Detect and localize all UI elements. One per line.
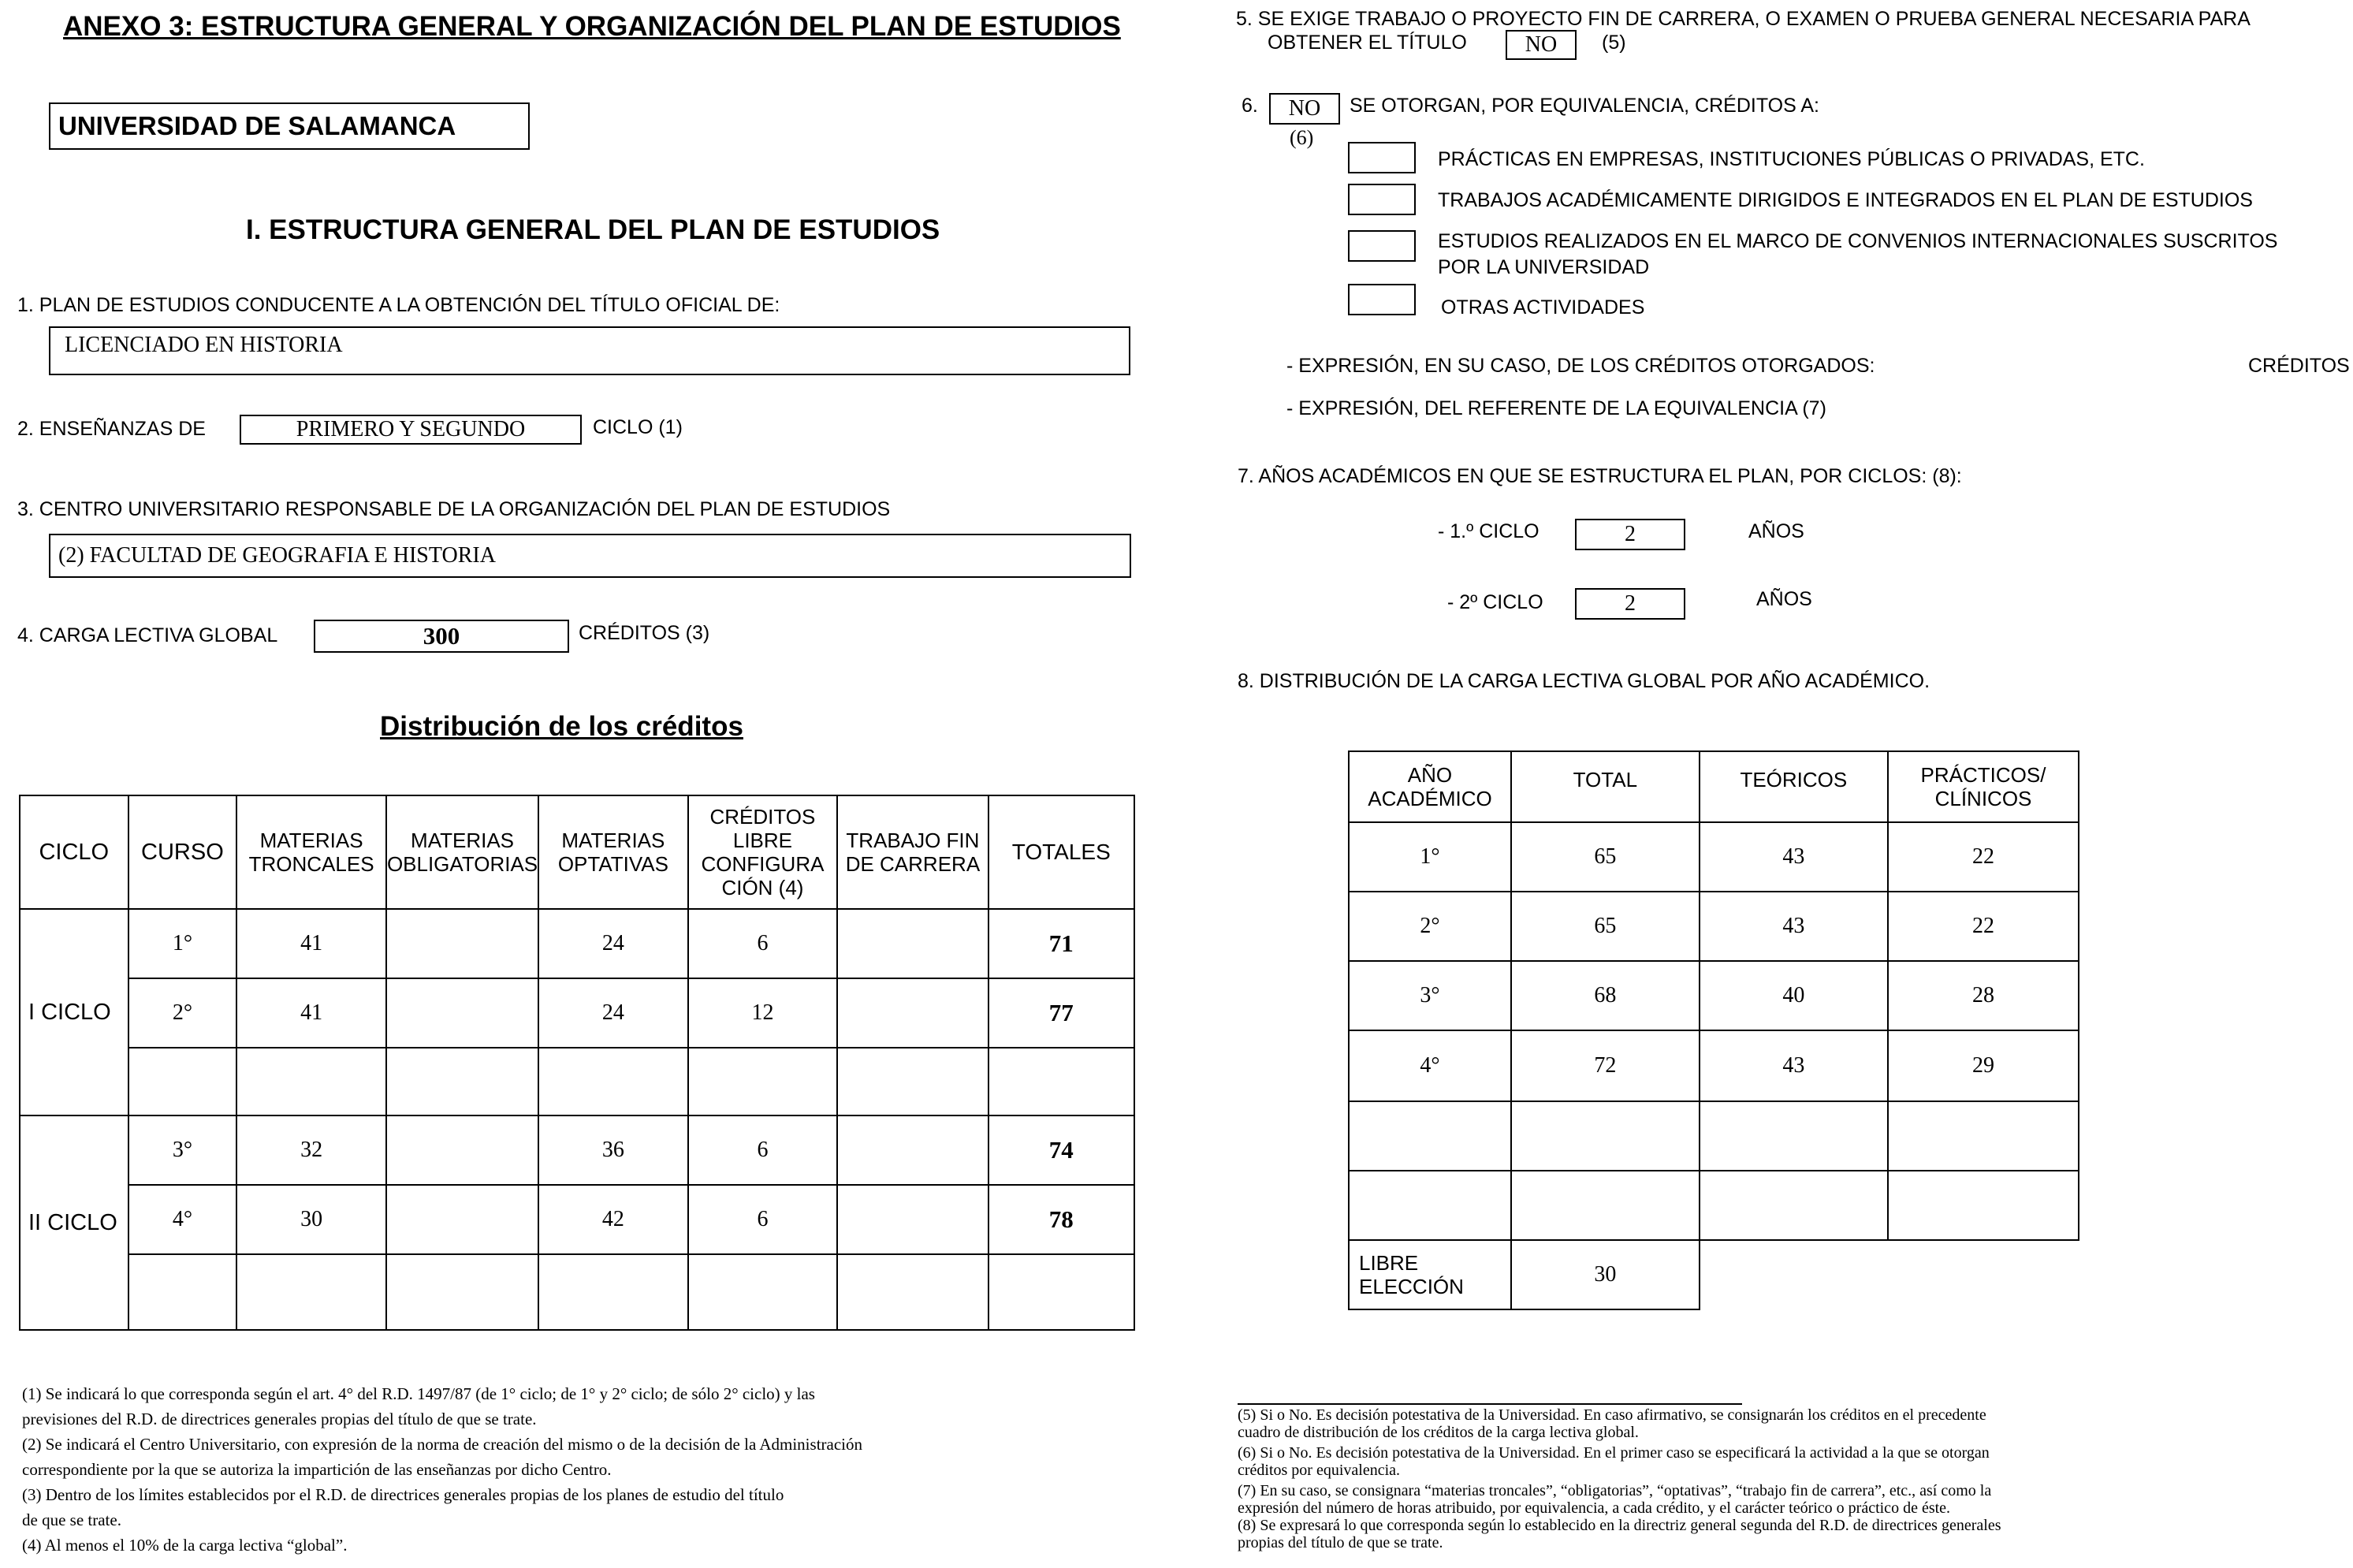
option-checkbox xyxy=(1348,230,1416,262)
cell-troncales: 32 xyxy=(236,1115,386,1185)
cycle2-unit: AÑOS xyxy=(1756,588,1812,610)
table-row xyxy=(1349,961,2079,1030)
cell-practical: 22 xyxy=(1888,892,2079,961)
university-name-box xyxy=(49,102,530,150)
teaching-cycles-field xyxy=(240,415,582,445)
footnote-separator xyxy=(1238,1403,1742,1405)
expression-reference: - EXPRESIÓN, DEL REFERENTE DE LA EQUIVALENCIA (7) xyxy=(1286,397,1826,419)
cell-total: 77 xyxy=(988,978,1134,1048)
credits-distribution-table xyxy=(19,795,1135,1331)
option-checkbox xyxy=(1348,142,1416,173)
header-trabajo-fin: TRABAJO FIN DE CARRERA xyxy=(837,795,988,909)
footnote-line: (4) Al menos el 10% de la carga lectiva “global”. xyxy=(22,1536,348,1555)
cell-theoretical: 40 xyxy=(1700,961,1888,1030)
table-row xyxy=(1349,822,2079,892)
academic-year-table xyxy=(1348,750,2079,1310)
cycle1-years-field xyxy=(1575,519,1685,550)
final-project-value: NO xyxy=(1525,32,1558,57)
equivalence-field xyxy=(1269,93,1340,125)
footnote-line: previsiones del R.D. de directrices generales propias del título de que se trate. xyxy=(22,1410,537,1428)
footnote-line: (1) Se indicará lo que corresponda según el art. 4° del R.D. 1497/87 (de 1° ciclo; de 1° y 2° ciclo; de sólo 2° ciclo) y las xyxy=(22,1384,815,1403)
cell-troncales: 41 xyxy=(236,978,386,1048)
header-ciclo: CICLO xyxy=(20,795,128,909)
distribution-title: Distribución de los créditos xyxy=(380,711,743,742)
cell-year: 3° xyxy=(1349,961,1511,1030)
cycle2-years-field xyxy=(1575,588,1685,620)
cycle1-label: - 1.º CICLO xyxy=(1438,520,1540,542)
cell-optativas: 24 xyxy=(538,909,687,978)
free-choice-row xyxy=(1349,1240,2079,1309)
table-row xyxy=(20,978,1134,1048)
cell-trabajo xyxy=(837,909,988,978)
table-row xyxy=(20,1185,1134,1254)
item2-label: 2. ENSEÑANZAS DE xyxy=(17,418,206,440)
free-choice-label: LIBRE ELECCIÓN xyxy=(1349,1240,1511,1309)
final-project-field xyxy=(1506,30,1577,60)
global-load-field xyxy=(314,620,569,653)
cell-year: 1° xyxy=(1349,822,1511,892)
header-year: AÑO ACADÉMICO xyxy=(1349,751,1511,822)
cell-curso: 3° xyxy=(128,1115,237,1185)
cycle2-years-value: 2 xyxy=(1625,591,1636,616)
title-value: LICENCIADO EN HISTORIA xyxy=(65,333,343,357)
option-checkbox xyxy=(1348,284,1416,315)
header-troncales: MATERIAS TRONCALES xyxy=(236,795,386,909)
cell-libre: 6 xyxy=(688,909,838,978)
cell-curso: 4° xyxy=(128,1185,237,1254)
table-row xyxy=(20,1254,1134,1330)
cycle2-label: - 2º CICLO xyxy=(1447,591,1543,613)
table-row xyxy=(20,909,1134,978)
footnote-line: de que se trate. xyxy=(22,1510,121,1529)
option-label: OTRAS ACTIVIDADES xyxy=(1441,296,1645,318)
table-row xyxy=(20,1115,1134,1185)
cycle1-unit: AÑOS xyxy=(1748,520,1804,542)
cell-libre: 12 xyxy=(688,978,838,1048)
cell-obligatorias xyxy=(386,978,538,1048)
header-libre-configuracion: CRÉDITOS LIBRE CONFIGURA CIÓN (4) xyxy=(688,795,838,909)
item8-label: 8. DISTRIBUCIÓN DE LA CARGA LECTIVA GLOBAL POR AÑO ACADÉMICO. xyxy=(1238,670,1930,692)
cell-theoretical: 43 xyxy=(1700,822,1888,892)
cell-total: 72 xyxy=(1511,1030,1700,1101)
expression-credits-unit: CRÉDITOS xyxy=(2248,355,2350,377)
header-practical: PRÁCTICOS/ CLÍNICOS xyxy=(1888,751,2079,822)
item3-label: 3. CENTRO UNIVERSITARIO RESPONSABLE DE LA ORGANIZACIÓN DEL PLAN DE ESTUDIOS xyxy=(17,498,891,520)
item4-label: 4. CARGA LECTIVA GLOBAL xyxy=(17,624,278,646)
item7-label: 7. AÑOS ACADÉMICOS EN QUE SE ESTRUCTURA EL PLAN, POR CICLOS: (8): xyxy=(1238,465,1962,487)
university-name: UNIVERSIDAD DE SALAMANCA xyxy=(58,111,456,140)
footnote-line: (5) Si o No. Es decisión potestativa de la Universidad. En caso afirmativo, se consignarán los créditos en el precedente xyxy=(1238,1406,1986,1424)
cell-year: 4° xyxy=(1349,1030,1511,1101)
footnote-line: (3) Dentro de los límites establecidos por el R.D. de directrices generales propias de los planes de estudio del título xyxy=(22,1485,784,1504)
section-title: I. ESTRUCTURA GENERAL DEL PLAN DE ESTUDIOS xyxy=(246,214,940,245)
cell-theoretical: 43 xyxy=(1700,1030,1888,1101)
global-load-value: 300 xyxy=(423,622,460,650)
footnote-line: (7) En su caso, se consignara “materias troncales”, “obligatorias”, “optativas”, “trabajo fin de carrera”, etc., así como la xyxy=(1238,1482,1992,1499)
option-checkbox xyxy=(1348,184,1416,215)
title-field xyxy=(49,326,1130,375)
item6-label: SE OTORGAN, POR EQUIVALENCIA, CRÉDITOS A: xyxy=(1350,95,1819,117)
cell-total: 71 xyxy=(988,909,1134,978)
right-footnotes xyxy=(1238,1406,2001,1551)
header-totales: TOTALES xyxy=(988,795,1134,909)
header-optativas: MATERIAS OPTATIVAS xyxy=(538,795,687,909)
item2-suffix: CICLO (1) xyxy=(593,416,683,438)
item5-line1: 5. SE EXIGE TRABAJO O PROYECTO FIN DE CARRERA, O EXAMEN O PRUEBA GENERAL NECESARIA PARA xyxy=(1236,8,2251,30)
cell-trabajo xyxy=(837,1115,988,1185)
cell-optativas: 42 xyxy=(538,1185,687,1254)
table-row xyxy=(1349,1030,2079,1101)
header-obligatorias: MATERIAS OBLIGATORIAS xyxy=(386,795,538,909)
cell-obligatorias xyxy=(386,1115,538,1185)
option-label: ESTUDIOS REALIZADOS EN EL MARCO DE CONVENIOS INTERNACIONALES SUSCRITOS xyxy=(1438,230,2278,252)
cell-troncales: 30 xyxy=(236,1185,386,1254)
cell-troncales: 41 xyxy=(236,909,386,978)
cell-total: 74 xyxy=(988,1115,1134,1185)
left-footnotes xyxy=(22,1384,862,1561)
cell-trabajo xyxy=(837,978,988,1048)
cell-total: 65 xyxy=(1511,892,1700,961)
option-label: POR LA UNIVERSIDAD xyxy=(1438,256,1650,278)
footnote-line: créditos por equivalencia. xyxy=(1238,1462,1401,1479)
cell-theoretical: 43 xyxy=(1700,892,1888,961)
cell-curso: 1° xyxy=(128,909,237,978)
header-theoretical: TEÓRICOS xyxy=(1700,751,1888,822)
option-label: PRÁCTICAS EN EMPRESAS, INSTITUCIONES PÚBLICAS O PRIVADAS, ETC. xyxy=(1438,148,2145,170)
item6-note: (6) xyxy=(1290,126,1314,149)
cell-practical: 28 xyxy=(1888,961,2079,1030)
expression-credits: - EXPRESIÓN, EN SU CASO, DE LOS CRÉDITOS OTORGADOS: xyxy=(1286,355,1875,377)
center-field xyxy=(49,534,1131,578)
cell-total: 65 xyxy=(1511,822,1700,892)
cycle1-years-value: 2 xyxy=(1625,522,1636,546)
cycle-2-label: II CICLO xyxy=(20,1115,128,1330)
footnote-line: propias del título de que se trate. xyxy=(1238,1534,1443,1551)
cell-optativas: 36 xyxy=(538,1115,687,1185)
table-row xyxy=(1349,1101,2079,1171)
table-row xyxy=(20,1048,1134,1115)
cell-practical: 22 xyxy=(1888,822,2079,892)
cell-total: 78 xyxy=(988,1185,1134,1254)
free-choice-value: 30 xyxy=(1511,1240,1700,1309)
item6-number: 6. xyxy=(1242,95,1258,117)
cell-trabajo xyxy=(837,1185,988,1254)
cell-total: 68 xyxy=(1511,961,1700,1030)
item5-note: (5) xyxy=(1602,32,1626,54)
footnote-line: (6) Si o No. Es decisión potestativa de la Universidad. En el primer caso se especificará la actividad a la que se otorgan xyxy=(1238,1444,1990,1462)
header-curso: CURSO xyxy=(128,795,237,909)
teaching-cycles-value: PRIMERO Y SEGUNDO xyxy=(296,417,526,441)
footnote-line: cuadro de distribución de los créditos de la carga lectiva global. xyxy=(1238,1424,1639,1441)
item4-suffix: CRÉDITOS (3) xyxy=(579,622,710,644)
cell-practical: 29 xyxy=(1888,1030,2079,1101)
header-total: TOTAL xyxy=(1511,751,1700,822)
footnote-line: expresión del número de horas atribuido, por equivalencia, a cada crédito, y el carácter teórico o práctico de éste. xyxy=(1238,1499,1951,1517)
option-label: TRABAJOS ACADÉMICAMENTE DIRIGIDOS E INTEGRADOS EN EL PLAN DE ESTUDIOS xyxy=(1438,189,2253,211)
equivalence-value: NO xyxy=(1288,96,1321,121)
footnote-line: (2) Se indicará el Centro Universitario, con expresión de la norma de creación del mismo o de la decisión de la Administración xyxy=(22,1435,862,1454)
annex-title: ANEXO 3: ESTRUCTURA GENERAL Y ORGANIZACIÓN DEL PLAN DE ESTUDIOS xyxy=(63,11,1121,42)
table-row xyxy=(1349,892,2079,961)
cell-libre: 6 xyxy=(688,1115,838,1185)
cell-obligatorias xyxy=(386,909,538,978)
cycle-1-label: I CICLO xyxy=(20,909,128,1115)
footnote-line: correspondiente por la que se autoriza la impartición de las enseñanzas por dicho Centro. xyxy=(22,1460,612,1479)
cell-obligatorias xyxy=(386,1185,538,1254)
footnote-line: (8) Se expresará lo que corresponda según lo establecido en la directriz general segunda del R.D. de directrices generales xyxy=(1238,1517,2001,1534)
cell-curso: 2° xyxy=(128,978,237,1048)
cell-year: 2° xyxy=(1349,892,1511,961)
cell-optativas: 24 xyxy=(538,978,687,1048)
item1-label: 1. PLAN DE ESTUDIOS CONDUCENTE A LA OBTENCIÓN DEL TÍTULO OFICIAL DE: xyxy=(17,294,780,316)
table-row xyxy=(1349,1171,2079,1240)
item5-line2: OBTENER EL TÍTULO xyxy=(1268,32,1467,54)
cell-libre: 6 xyxy=(688,1185,838,1254)
center-value: (2) FACULTAD DE GEOGRAFIA E HISTORIA xyxy=(58,543,496,568)
